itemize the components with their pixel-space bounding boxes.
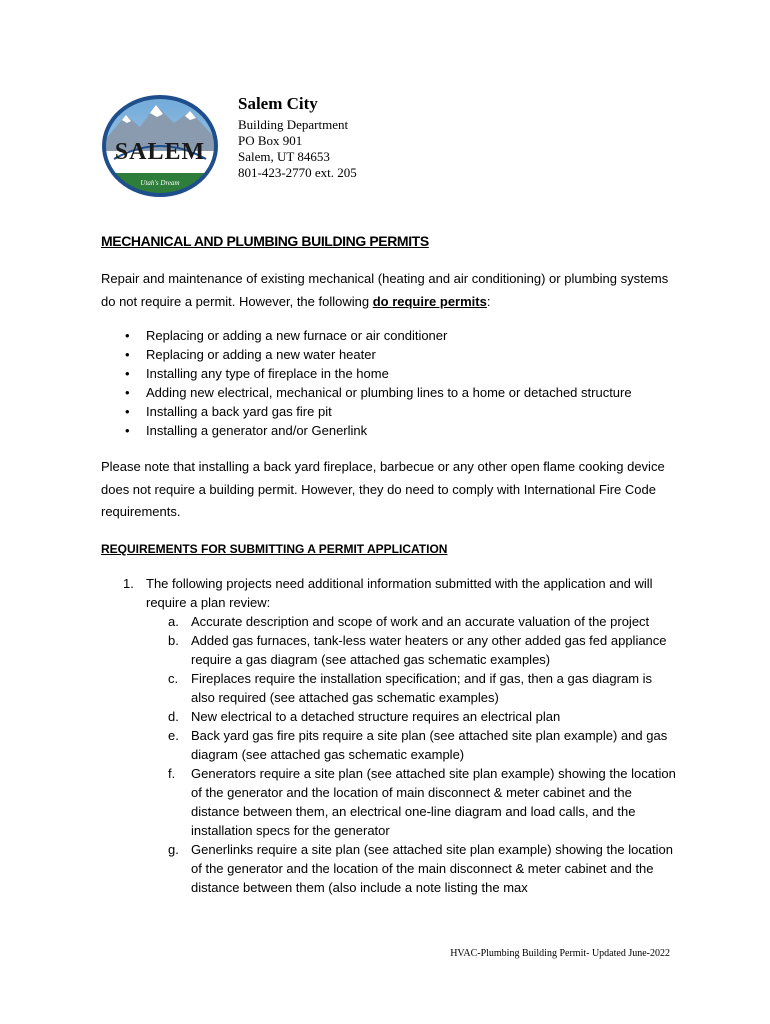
requirement-sub-list xyxy=(146,612,676,897)
sub-item xyxy=(146,726,676,764)
sub-item xyxy=(146,764,676,840)
bullet-icon: • xyxy=(125,385,130,400)
po-box-line: PO Box 901 xyxy=(238,133,303,148)
list-item xyxy=(101,383,676,402)
list-item-text: Replacing or adding a new furnace or air conditioner xyxy=(146,328,448,343)
sub-item-text: Fireplaces require the installation specification; and if gas, then a gas diagram is also required (see attached gas schematic examples) xyxy=(191,670,653,705)
salem-city-logo xyxy=(100,93,220,199)
intro-end: : xyxy=(486,293,491,309)
intro-paragraph xyxy=(101,268,676,313)
list-item-text: Adding new electrical, mechanical or plumbing lines to a home or detached structure xyxy=(146,385,632,400)
requirement-text: The following projects need additional information submitted with the application and will require a plan review: xyxy=(146,575,653,610)
org-name: Salem City xyxy=(238,94,318,113)
list-item xyxy=(101,326,676,345)
sub-item-text: Back yard gas fire pits require a site plan (see attached site plan example) and gas diagram (see attached gas schematic example) xyxy=(191,727,668,762)
sub-item-letter: e. xyxy=(168,727,179,743)
list-item xyxy=(101,421,676,440)
sub-item xyxy=(146,612,676,631)
sub-item-letter: c. xyxy=(168,670,179,686)
intro-text: Repair and maintenance of existing mechanical (heating and air conditioning) or plumbing systems do not require a permit. However, the following xyxy=(101,271,669,309)
sub-item-letter: a. xyxy=(168,613,179,629)
sub-item-letter: d. xyxy=(168,708,179,724)
permit-required-list xyxy=(101,326,676,440)
requirement-item xyxy=(101,574,676,897)
requirements-heading: REQUIREMENTS FOR SUBMITTING A PERMIT APPLICATION xyxy=(101,541,448,556)
phone-line: 801-423-2770 ext. 205 xyxy=(238,165,357,180)
sub-item-letter: b. xyxy=(168,632,179,648)
logo-tagline: Utah's Dream xyxy=(140,179,180,187)
sub-item-text: New electrical to a detached structure requires an electrical plan xyxy=(191,708,561,724)
sub-item xyxy=(146,840,676,897)
letterhead-address xyxy=(238,93,357,181)
sub-item xyxy=(146,707,676,726)
document-body xyxy=(101,230,676,897)
sub-item-text: Added gas furnaces, tank-less water heaters or any other added gas fed appliance require a gas diagram (see attached gas schematic examples) xyxy=(191,632,667,667)
logo-graphic xyxy=(100,93,220,199)
sub-item xyxy=(146,631,676,669)
list-item xyxy=(101,402,676,421)
sub-item-letter: g. xyxy=(168,841,179,857)
bullet-icon: • xyxy=(125,423,130,438)
list-item xyxy=(101,345,676,364)
logo-wordmark: SALEM xyxy=(114,139,206,165)
sub-item-letter: f. xyxy=(168,765,176,781)
list-item-text: Replacing or adding a new water heater xyxy=(146,347,376,362)
sub-item-text: Generlinks require a site plan (see attached site plan example) showing the location of the generator and the location of the main disconnect & meter cabinet and the distance between them (also include a note listing the max xyxy=(191,841,673,895)
bullet-icon: • xyxy=(125,366,130,381)
list-item-text: Installing a back yard gas fire pit xyxy=(146,404,332,419)
sub-item-text: Accurate description and scope of work and an accurate valuation of the project xyxy=(191,613,650,629)
fire-code-note: Please note that installing a back yard fireplace, barbecue or any other open flame cooking device does not require a building permit. However, they do need to comply with International Fire Code requirements. xyxy=(101,459,665,519)
bullet-icon: • xyxy=(125,347,130,362)
requirement-number: 1. xyxy=(123,575,134,591)
city-line: Salem, UT 84653 xyxy=(238,149,330,164)
document-title: MECHANICAL AND PLUMBING BUILDING PERMITS xyxy=(101,233,429,249)
department-line: Building Department xyxy=(238,117,349,132)
page-footer: HVAC-Plumbing Building Permit- Updated June-2022 xyxy=(450,948,670,959)
sub-item xyxy=(146,669,676,707)
list-item xyxy=(101,364,676,383)
sub-item-text: Generators require a site plan (see attached site plan example) showing the location of the generator and the location of main disconnect & meter cabinet and the distance between them, an electrical one-line diagram and load calls, and the installation specs for the generator xyxy=(191,765,676,838)
intro-emphasis: do require permits xyxy=(372,293,487,309)
requirements-list xyxy=(101,574,676,897)
list-item-text: Installing a generator and/or Generlink xyxy=(146,423,368,438)
bullet-icon: • xyxy=(125,404,130,419)
list-item-text: Installing any type of fireplace in the home xyxy=(146,366,389,381)
bullet-icon: • xyxy=(125,328,130,343)
